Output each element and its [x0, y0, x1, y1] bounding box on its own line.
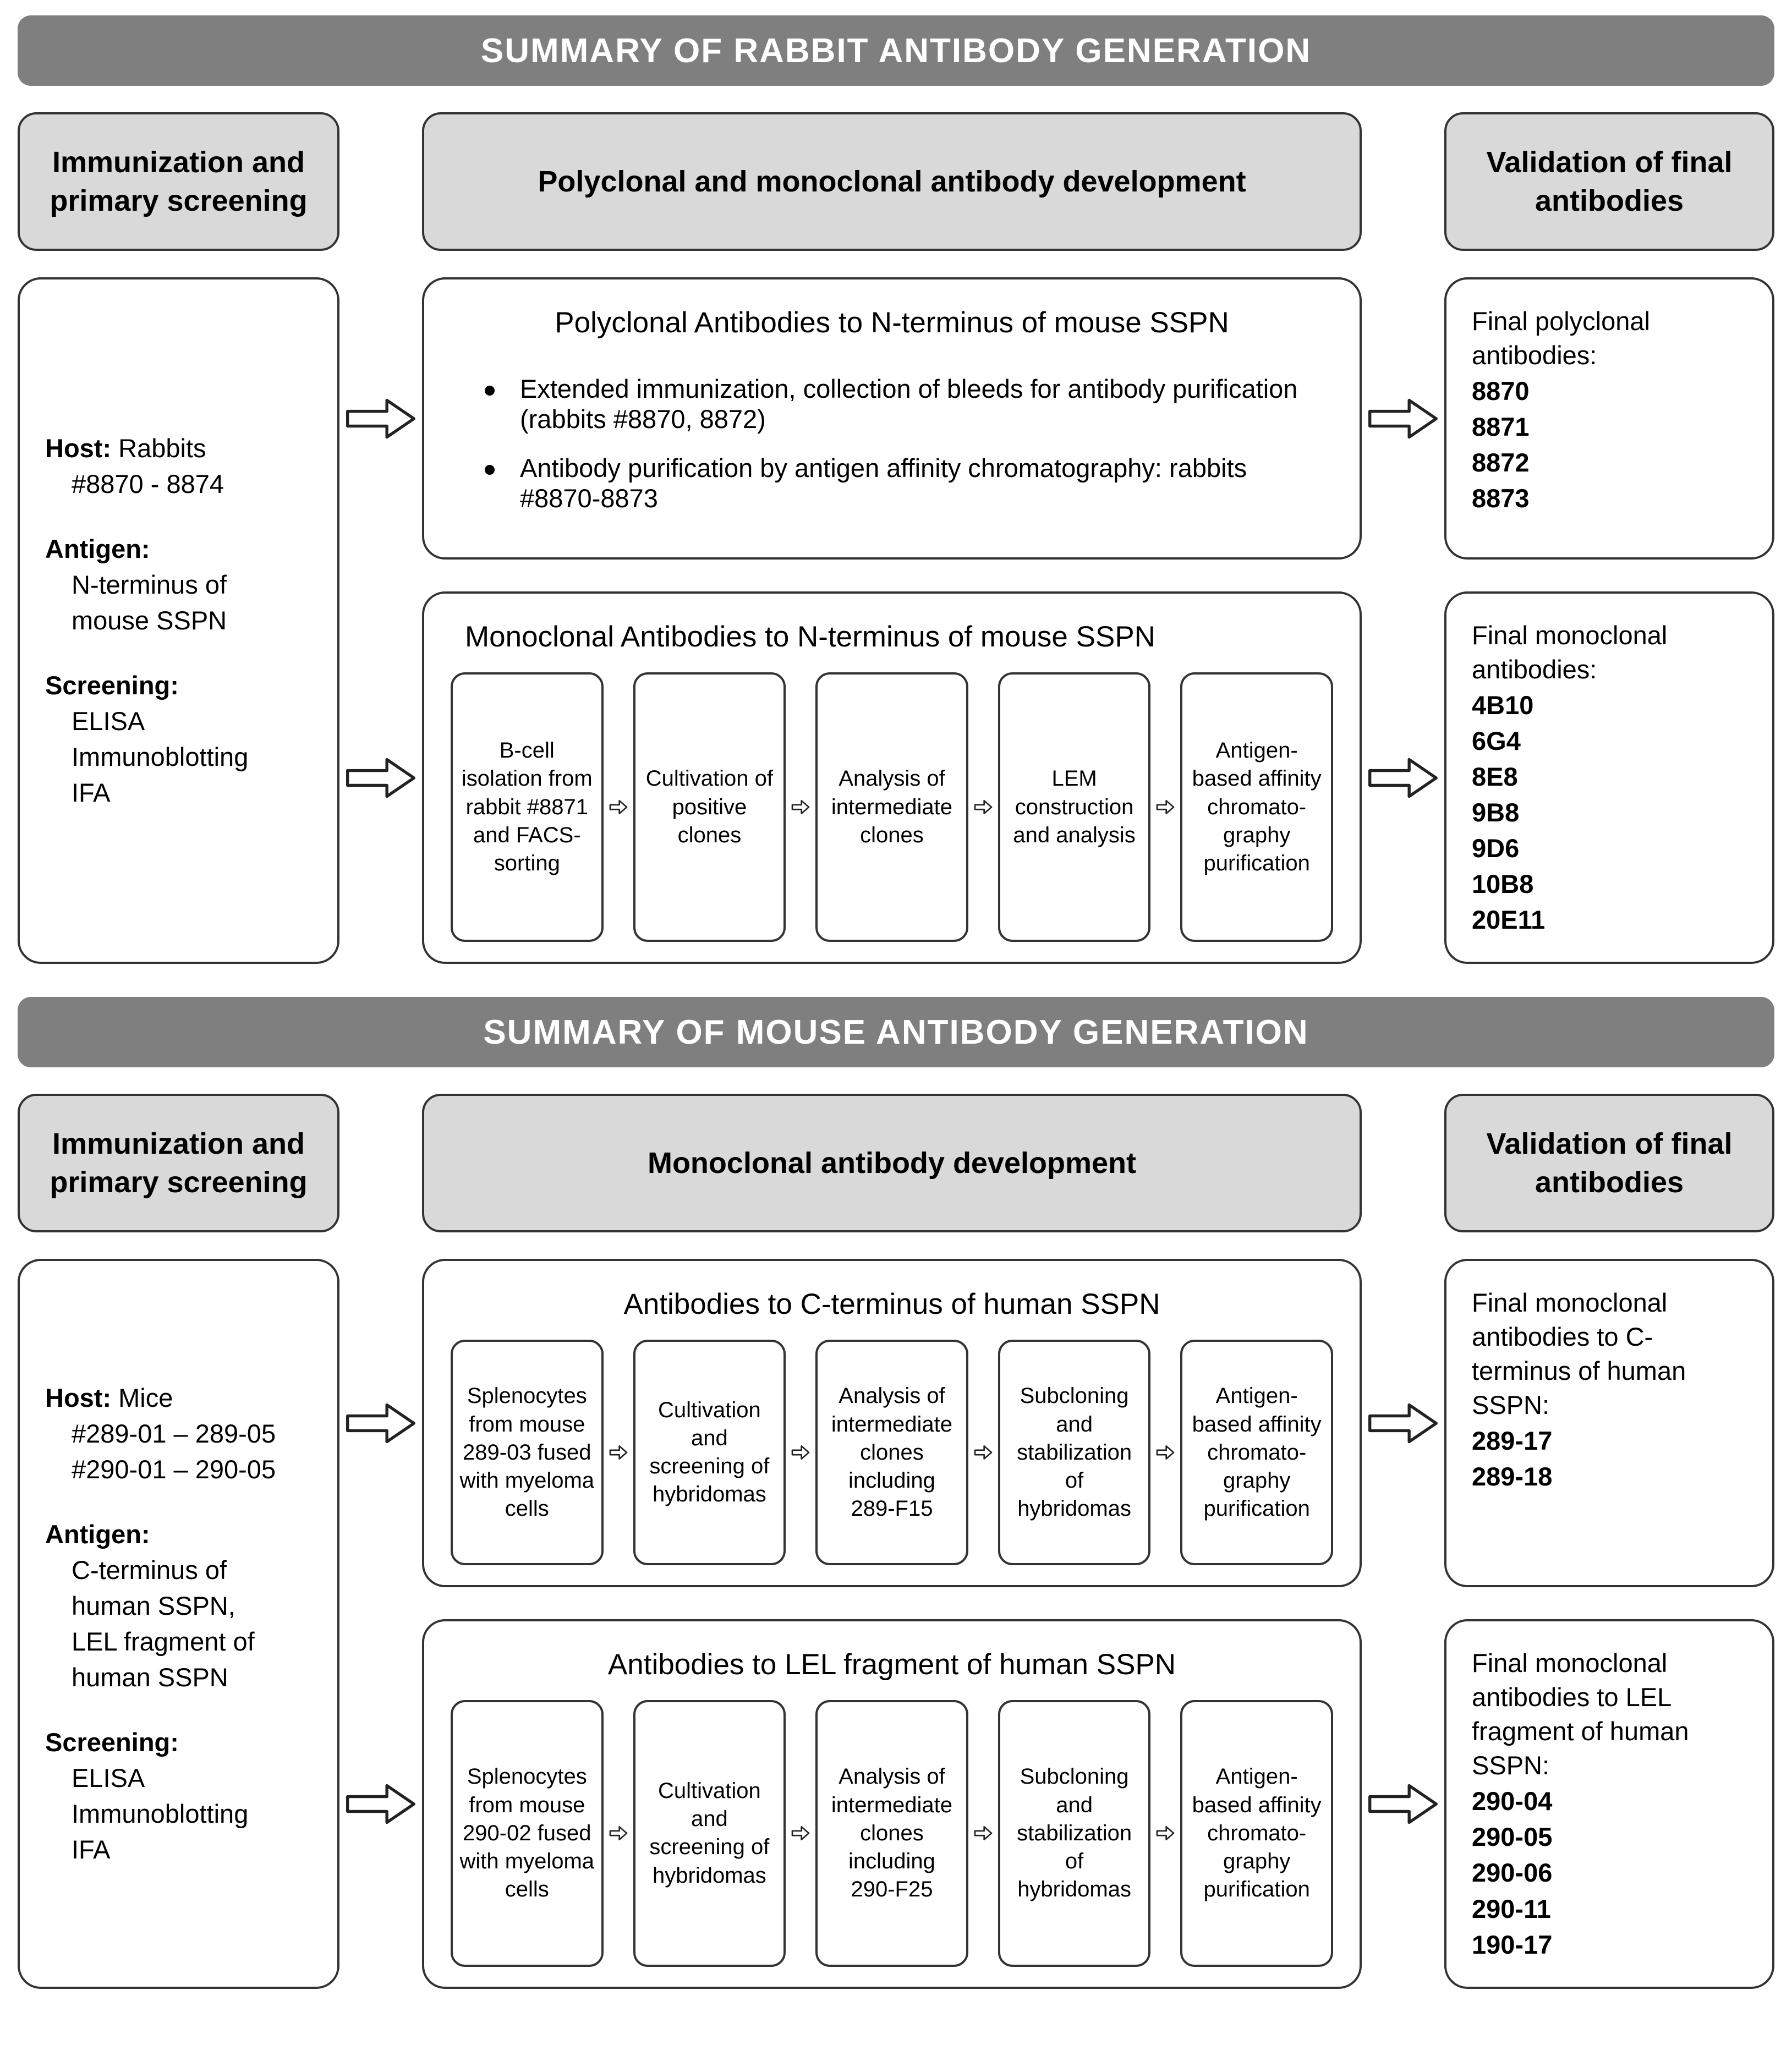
process-step: Subcloning and stabilization of hybridomas — [998, 1700, 1151, 1966]
mouse-header-immunization: Immunization and primary screening — [18, 1094, 339, 1232]
flow-arrow-icon — [339, 591, 422, 964]
rabbit-header-development: Polyclonal and monoclonal antibody development — [422, 112, 1362, 251]
antibody-id: 6G4 — [1472, 726, 1521, 756]
rabbit-section — [18, 15, 1774, 964]
host-id-line: #289-01 – 289-05 — [72, 1418, 276, 1448]
antibody-id: 8873 — [1472, 484, 1530, 513]
antigen-label: Antigen: — [45, 534, 150, 564]
antigen-group — [45, 530, 312, 639]
antigen-value — [45, 568, 312, 638]
rabbit-header-validation: Validation of final antibodies — [1444, 112, 1774, 251]
antibody-id: 8870 — [1472, 376, 1530, 406]
mouse-banner: SUMMARY OF MOUSE ANTIBODY GENERATION — [18, 997, 1774, 1067]
antibody-id: 289-17 — [1472, 1426, 1553, 1456]
polyclonal-row — [339, 277, 1774, 560]
step-arrow-icon — [786, 796, 815, 818]
process-step: Subcloning and stabilization of hybridomas — [998, 1340, 1151, 1565]
process-step: Cultivation and screening of hybridomas — [633, 1340, 786, 1565]
screening-list — [45, 1761, 312, 1867]
final-cterm-box — [1444, 1259, 1774, 1587]
host-id-line: #8870 - 8874 — [72, 469, 224, 499]
flow-arrow-icon — [1362, 277, 1444, 560]
header-spacer — [1362, 112, 1444, 251]
final-monoclonal-list — [1472, 688, 1747, 937]
final-polyclonal-list — [1472, 374, 1747, 516]
final-cterm-intro: Final monoclonal antibodies to C-terminus of human SSPN: — [1472, 1288, 1686, 1420]
antibody-id: 8871 — [1472, 412, 1530, 442]
screening-label: Screening: — [45, 1727, 179, 1757]
polyclonal-box-title: Polyclonal Antibodies to N-terminus of mouse SSPN — [555, 306, 1229, 339]
antibody-id: 10B8 — [1472, 869, 1534, 899]
mouse-content — [18, 1259, 1774, 1988]
antibody-id: 290-04 — [1472, 1786, 1553, 1816]
antigen-label: Antigen: — [45, 1519, 150, 1549]
header-spacer — [339, 1094, 422, 1232]
step-arrow-icon — [968, 796, 998, 818]
antigen-group — [45, 1516, 312, 1696]
flow-arrow-icon — [339, 277, 422, 560]
screening-method: IFA — [72, 1835, 111, 1865]
antibody-id: 8E8 — [1472, 762, 1518, 792]
lel-row — [339, 1619, 1774, 1988]
process-step: Antigen-based affinity chromato-graphy purification — [1180, 672, 1333, 942]
host-group — [45, 430, 312, 503]
final-monoclonal-box — [1444, 591, 1774, 964]
process-step: B-cell isolation from rabbit #8871 and FACS-sorting — [451, 672, 604, 942]
step-arrow-icon — [1150, 1822, 1180, 1844]
cterm-development-box — [422, 1259, 1362, 1587]
mouse-header-development: Monoclonal antibody development — [422, 1094, 1362, 1232]
flow-arrow-icon — [339, 1259, 422, 1587]
lel-pipeline — [451, 1700, 1333, 1966]
process-step: Analysis of intermediate clones including 289-F15 — [815, 1340, 968, 1565]
mouse-section — [18, 997, 1774, 1988]
step-arrow-icon — [1150, 796, 1180, 818]
antibody-id: 8872 — [1472, 448, 1530, 478]
screening-method: IFA — [72, 778, 111, 808]
cterm-box-title: Antibodies to C-terminus of human SSPN — [623, 1288, 1160, 1321]
host-id-list — [45, 467, 312, 501]
lel-box-title: Antibodies to LEL fragment of human SSPN — [607, 1648, 1176, 1681]
screening-method: ELISA — [72, 706, 145, 736]
screening-group — [45, 667, 312, 812]
host-value: Mice — [118, 1383, 173, 1412]
lel-development-box — [422, 1619, 1362, 1988]
step-arrow-icon — [968, 1822, 998, 1844]
flow-arrow-icon — [1362, 1619, 1444, 1988]
final-polyclonal-intro: Final polyclonal antibodies: — [1472, 306, 1650, 370]
flow-arrow-icon — [339, 1619, 422, 1988]
host-label: Host: — [45, 1383, 112, 1412]
mouse-immunization-box — [18, 1259, 339, 1988]
flow-arrow-icon — [1362, 1259, 1444, 1587]
process-step: Cultivation of positive clones — [633, 672, 786, 942]
step-arrow-icon — [1150, 1441, 1180, 1463]
rabbit-content — [18, 277, 1774, 964]
host-id-list — [45, 1417, 312, 1487]
rabbit-banner: SUMMARY OF RABBIT ANTIBODY GENERATION — [18, 15, 1774, 86]
process-step: Cultivation and screening of hybridomas — [633, 1700, 786, 1966]
antibody-id: 20E11 — [1472, 905, 1546, 935]
antibody-id: 9B8 — [1472, 798, 1520, 827]
process-step: Analysis of intermediate clones — [815, 672, 968, 942]
host-id-line: #290-01 – 290-05 — [72, 1454, 276, 1484]
rabbit-immunization-box — [18, 277, 339, 964]
process-step: Splenocytes from mouse 289-03 fused with myeloma cells — [451, 1340, 604, 1565]
antibody-id: 290-11 — [1472, 1894, 1551, 1923]
host-line — [45, 431, 312, 465]
antigen-line: C-terminus of — [72, 1555, 227, 1585]
antibody-id: 290-06 — [1472, 1858, 1553, 1888]
antibody-id: 4B10 — [1472, 690, 1534, 720]
monoclonal-box-title: Monoclonal Antibodies to N-terminus of mouse SSPN — [465, 621, 1155, 653]
step-arrow-icon — [786, 1822, 815, 1844]
process-step: Splenocytes from mouse 290-02 fused with myeloma cells — [451, 1700, 604, 1966]
rabbit-header-immunization: Immunization and primary screening — [18, 112, 339, 251]
final-lel-intro: Final monoclonal antibodies to LEL fragment of human SSPN: — [1472, 1648, 1689, 1780]
monoclonal-pipeline — [451, 672, 1333, 942]
antigen-line: N-terminus of — [72, 570, 227, 600]
mouse-column-headers — [18, 1094, 1774, 1232]
final-lel-list — [1472, 1784, 1747, 1961]
mouse-header-validation: Validation of final antibodies — [1444, 1094, 1774, 1232]
monoclonal-row — [339, 591, 1774, 964]
screening-list — [45, 704, 312, 810]
step-arrow-icon — [786, 1441, 815, 1463]
antigen-line: human SSPN — [72, 1662, 228, 1692]
rabbit-column-headers — [18, 112, 1774, 251]
final-polyclonal-box — [1444, 277, 1774, 560]
header-spacer — [1362, 1094, 1444, 1232]
antigen-line: mouse SSPN — [72, 606, 227, 635]
screening-label: Screening: — [45, 671, 179, 700]
host-group — [45, 1379, 312, 1488]
host-value: Rabbits — [118, 434, 206, 463]
process-step: Analysis of intermediate clones including 290-F25 — [815, 1700, 968, 1966]
polyclonal-development-box — [422, 277, 1362, 560]
bullet-point: Antibody purification by antigen affinity chromatography: rabbits #8870-8873 — [476, 453, 1308, 513]
antibody-id: 190-17 — [1472, 1929, 1553, 1959]
screening-method: Immunoblotting — [72, 742, 249, 772]
antigen-value — [45, 1553, 312, 1695]
final-cterm-list — [1472, 1424, 1747, 1494]
screening-method: ELISA — [72, 1763, 145, 1793]
process-step: Antigen-based affinity chromato-graphy purification — [1180, 1700, 1333, 1966]
final-monoclonal-intro: Final monoclonal antibodies: — [1472, 621, 1668, 684]
cterm-row — [339, 1259, 1774, 1587]
mouse-flows — [339, 1259, 1774, 1988]
antigen-line: LEL fragment of — [72, 1626, 255, 1656]
antibody-id: 9D6 — [1472, 834, 1520, 863]
rabbit-flows — [339, 277, 1774, 964]
polyclonal-bullet-list — [451, 355, 1333, 538]
monoclonal-development-box — [422, 591, 1362, 964]
host-line — [45, 1381, 312, 1415]
cterm-pipeline — [451, 1340, 1333, 1565]
host-label: Host: — [45, 434, 112, 463]
bullet-point: Extended immunization, collection of bleeds for antibody purification (rabbits #8870, 8872) — [476, 374, 1308, 434]
process-step: Antigen-based affinity chromato-graphy purification — [1180, 1340, 1333, 1565]
header-spacer — [339, 112, 422, 251]
step-arrow-icon — [968, 1441, 998, 1463]
antibody-id: 290-05 — [1472, 1822, 1553, 1852]
process-step: LEM construction and analysis — [998, 672, 1151, 942]
flow-arrow-icon — [1362, 591, 1444, 964]
step-arrow-icon — [604, 1441, 633, 1463]
screening-group — [45, 1724, 312, 1868]
final-lel-box — [1444, 1619, 1774, 1988]
step-arrow-icon — [604, 796, 633, 818]
step-arrow-icon — [604, 1822, 633, 1844]
antibody-id: 289-18 — [1472, 1462, 1553, 1492]
antigen-line: human SSPN, — [72, 1591, 235, 1620]
screening-method: Immunoblotting — [72, 1799, 249, 1829]
